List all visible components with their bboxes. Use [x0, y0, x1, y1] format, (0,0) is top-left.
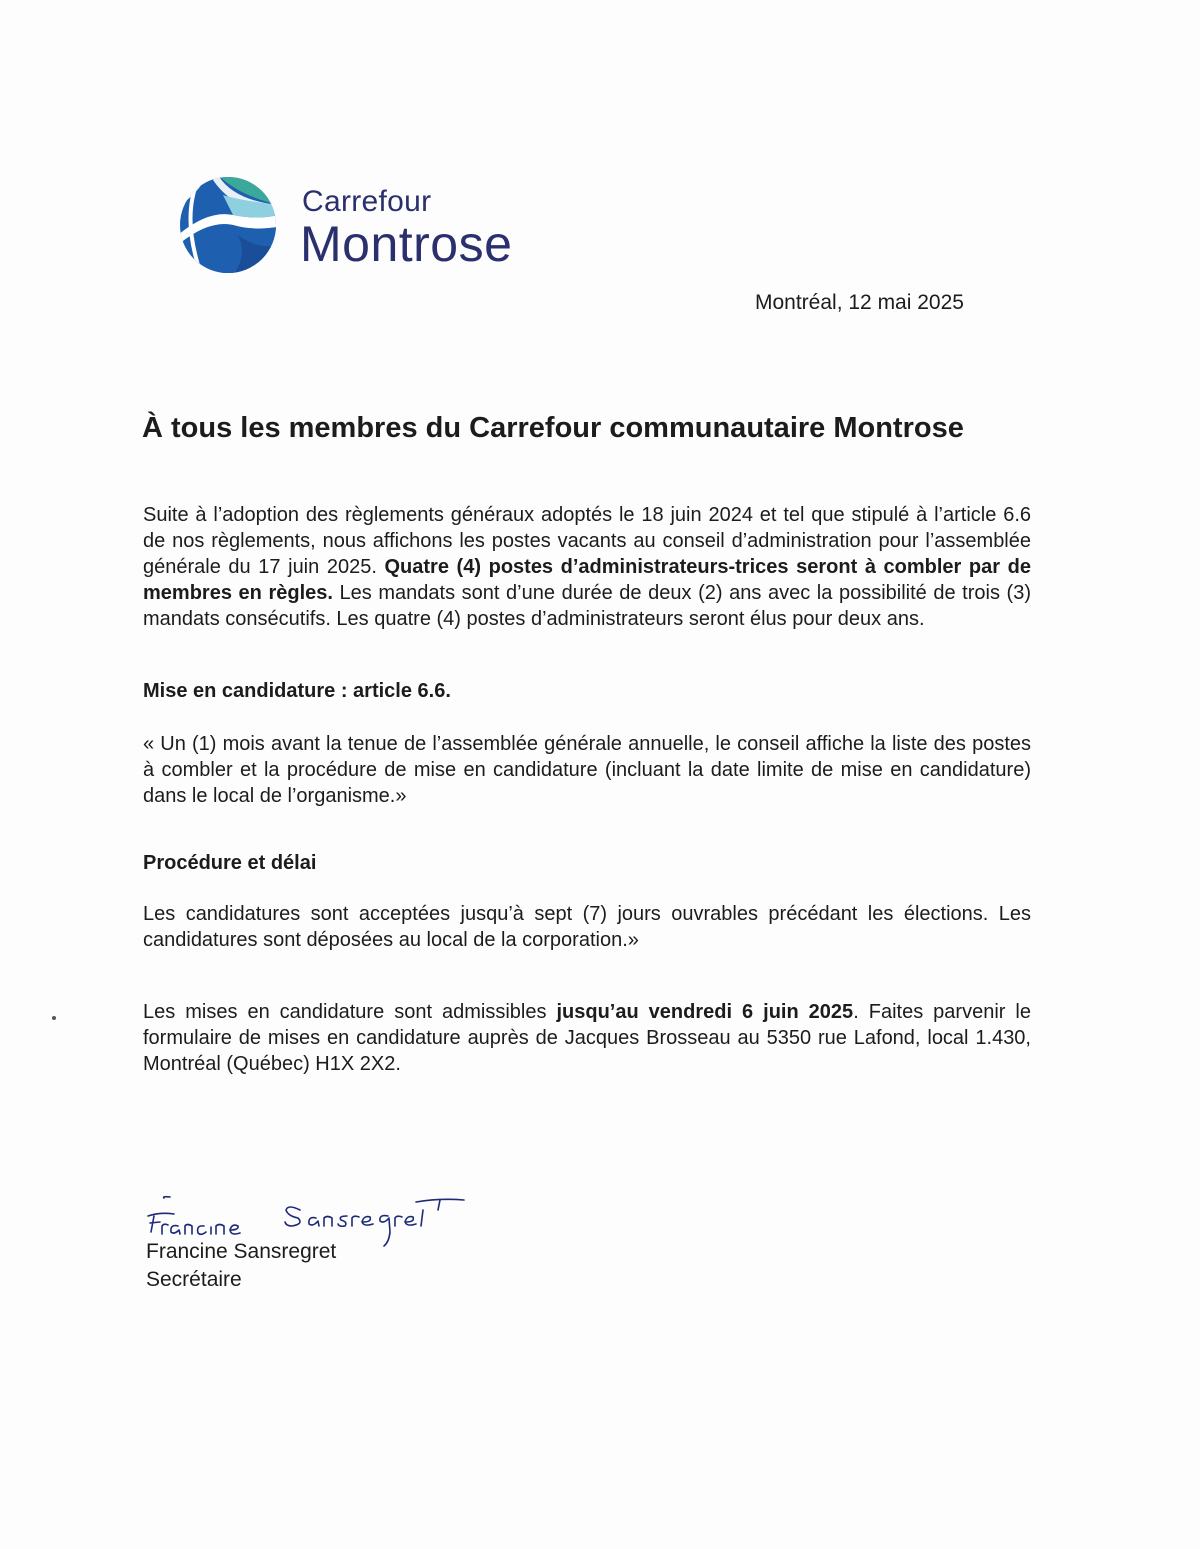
logo-globe-icon	[178, 175, 278, 275]
paragraph-deadline-bold: jusqu’au vendredi 6 juin 2025	[556, 1001, 854, 1023]
paragraph-procedure: Les candidatures sont acceptées jusqu’à sept (7) jours ouvrables précédant les élections. Les candidatures sont déposées au local de la corporation.»	[143, 903, 1031, 951]
paragraph-deadline-text-end: . Faites parvenir le formulaire de mises en candidature auprès de Jacques Brosseau au 5350 rue Lafond, local 1.430, Montréal (Québec) H1X 2X2.	[143, 1001, 1031, 1075]
letter-date: Montréal, 12 mai 2025	[755, 291, 964, 314]
paragraph-intro-bold: Quatre (4) postes d’administrateurs-trices seront à combler par de membres en règles.	[143, 556, 1031, 604]
paragraph-intro	[143, 502, 1031, 632]
paragraph-deadline	[143, 999, 1031, 1077]
scan-speck	[52, 1016, 56, 1020]
signatory-title: Secrétaire	[146, 1268, 242, 1291]
logo-text-carrefour: Carrefour	[302, 185, 432, 218]
section-title-candidature: Mise en candidature : article 6.6.	[143, 680, 451, 702]
paragraph-article-quote: « Un (1) mois avant la tenue de l’assemblée générale annuelle, le conseil affiche la liste des postes à combler et la procédure de mise en candidature (incluant la date limite de mise en candidature) dans le local de l’organisme.»	[143, 733, 1031, 807]
paragraph-deadline-text: Les mises en candidature sont admissibles	[143, 1001, 557, 1023]
signatory-name: Francine Sansregret	[146, 1240, 337, 1263]
logo-text-montrose: Montrose	[300, 216, 513, 272]
letter-heading: À tous les membres du Carrefour communautaire Montrose	[142, 412, 964, 444]
section-title-procedure: Procédure et délai	[143, 852, 317, 874]
paragraph-intro-text-end: Les mandats sont d’une durée de deux (2) ans avec la possibilité de trois (3) mandats consécutifs. Les quatre (4) postes d’administrateurs seront élus pour deux ans.	[143, 582, 1031, 630]
carrefour-montrose-logo	[178, 175, 578, 277]
paragraph-intro-text: Suite à l’adoption des règlements généraux adoptés le 18 juin 2024 et tel que stipulé à l’article 6.6 de nos règlements, nous affichons les postes vacants au conseil d’administration pour l’assemblée générale du 17 juin 2025.	[143, 504, 1031, 578]
